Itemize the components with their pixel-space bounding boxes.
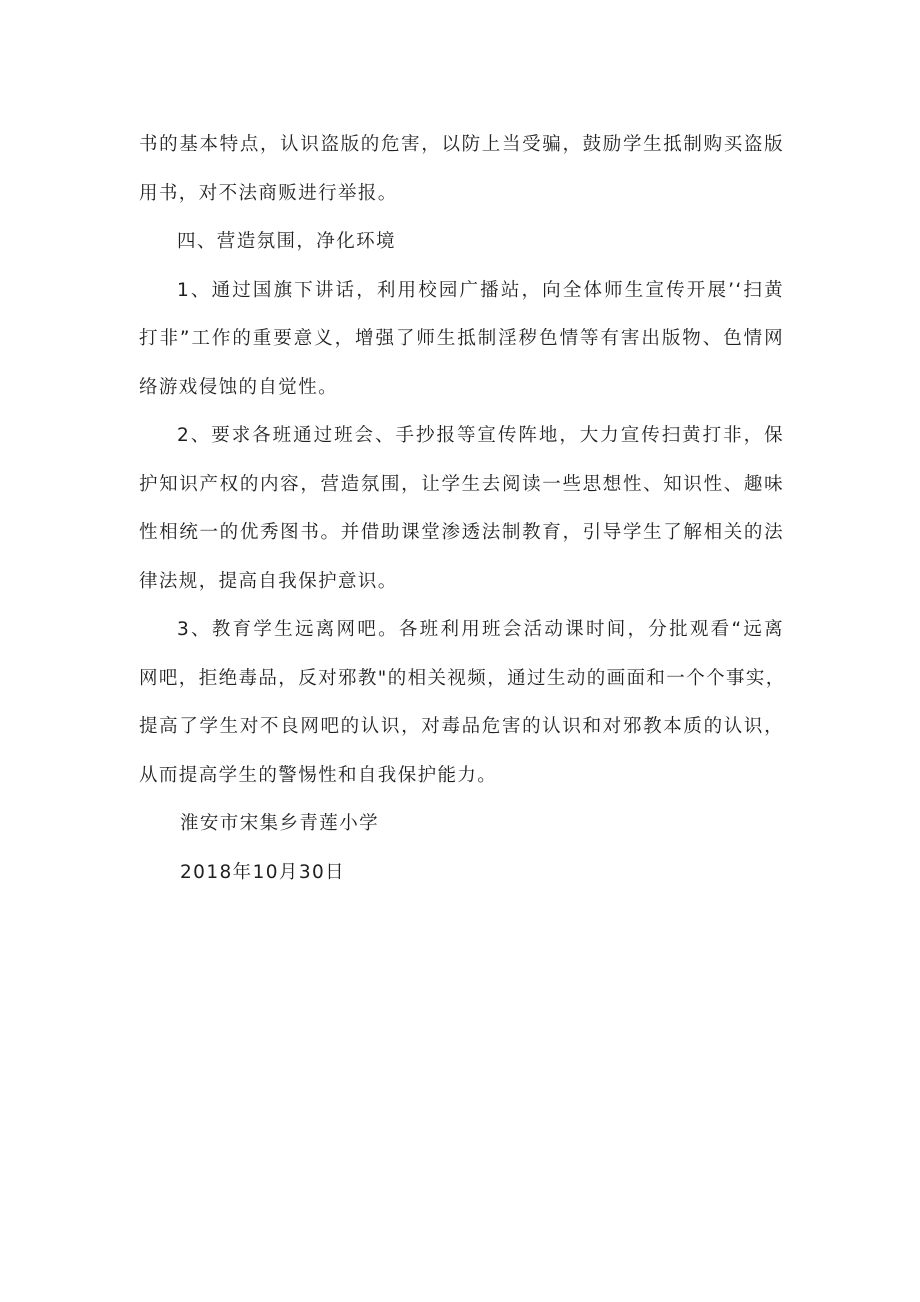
document-body <box>139 121 784 897</box>
text-line: 提高了学生对不良网吧的认识，对毒品危害的认识和对邪教本质的认识， <box>139 716 784 737</box>
signature-organization: 淮安市宋集乡青莲小学 <box>180 813 380 834</box>
text-line: 书的基本特点，认识盗版的危害，以防上当受骗，鼓励学生抵制购买盗版 <box>139 134 784 155</box>
paragraph-continuation <box>139 121 784 218</box>
paragraph-item-3 <box>139 606 784 800</box>
signature-date: 2018年10月30日 <box>180 861 346 883</box>
section-heading <box>139 218 784 267</box>
text-line: 1、通过国旗下讲话，利用校园广播站，向全体师生宣传开展’‘扫黄 <box>177 279 784 301</box>
text-line: 2、要求各班通过班会、手抄报等宣传阵地，大力宣传扫黄打非，保 <box>177 425 784 446</box>
text-line: 用书，对不法商贩进行举报。 <box>139 182 398 204</box>
text-line: 从而提高学生的警惕性和自我保护能力。 <box>139 764 498 786</box>
text-line: 络游戏侵蚀的自觉性。 <box>139 376 339 398</box>
text-line: 打非”工作的重要意义，增强了师生抵制淫秽色情等有害出版物、色情网 <box>139 328 784 349</box>
text-line: 护知识产权的内容，营造氛围，让学生去阅读一些思想性、知识性、趣味 <box>139 473 784 495</box>
paragraph-item-1 <box>139 267 784 413</box>
text-line: 律法规，提高自我保护意识。 <box>139 570 398 592</box>
text-line: 性相统一的优秀图书。并借助课堂渗透法制教育，引导学生了解相关的法 <box>139 522 784 543</box>
text-line: 四、营造氛围，净化环境 <box>177 231 396 252</box>
paragraph-item-2 <box>139 412 784 606</box>
text-line: 3、教育学生远离网吧。各班利用班会活动课时间，分批观看“远离 <box>177 619 784 640</box>
text-line: 网吧，拒绝毒品，反对邪教"的相关视频，通过生动的画面和一个个事实， <box>139 667 786 689</box>
